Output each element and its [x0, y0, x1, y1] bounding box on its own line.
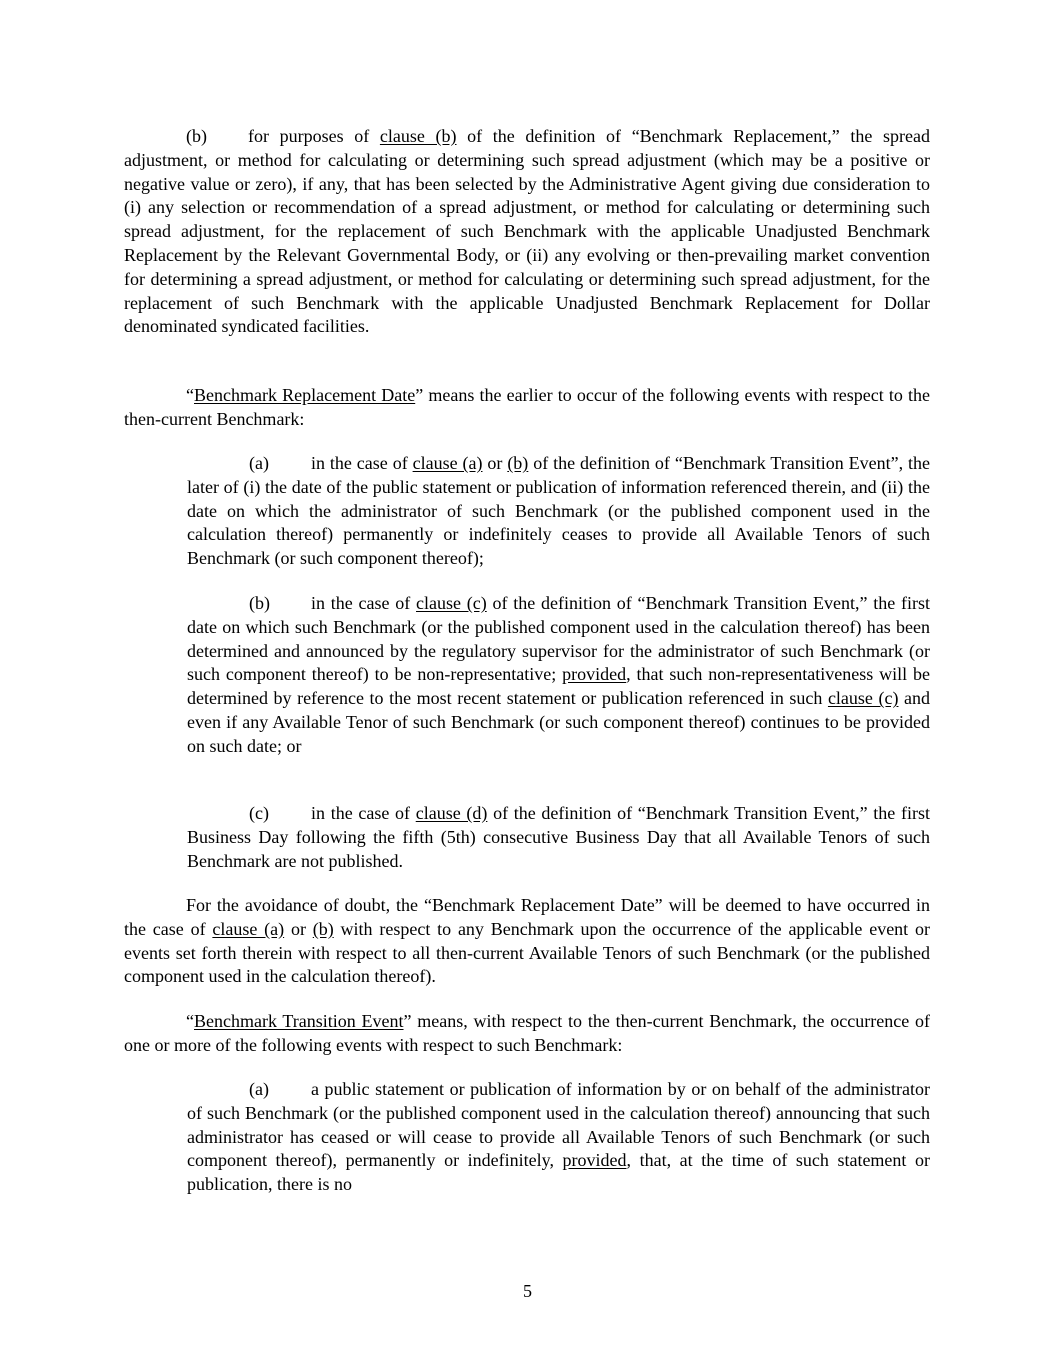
clause-label: (b)	[186, 126, 207, 146]
paragraph-text: of the definition of “Benchmark Transition Event,” the first Business Day following the fifth (5th) consecutive Business Day that all Available Tenors of such Benchmark are not published.	[187, 803, 930, 871]
paragraph-text: of the definition of “Benchmark Transition Event,” the first date on which such Benchmark (or the published component used in the calculation thereof) has been determined and announced by the regulatory supervisor for the administrator of such Benchmark (or such component thereof) to be non-representative;	[187, 593, 930, 685]
paragraph-text: of the definition of “Benchmark Transition Event”, the later of (i) the date of the public statement or publication of information referenced therein, and (ii) the date on which the administrator of such Benchmark (or the published component used in the calculation thereof) permanently or indefinitely ceases to provide all Available Tenors of such Benchmark (or such component thereof);	[187, 453, 931, 569]
provided-term: provided	[562, 664, 627, 685]
benchmark-transition-event-definition	[124, 1010, 930, 1058]
clause-reference: clause (d)	[415, 803, 488, 823]
paragraph-text: ” means the earlier to occur of the following events with respect to the then-current Benchmark:	[124, 385, 931, 429]
clause-label: (a)	[249, 1079, 269, 1099]
replacement-date-clause-c	[187, 802, 930, 873]
clause-label: (a)	[249, 453, 269, 473]
avoidance-of-doubt-paragraph	[124, 894, 930, 989]
clause-reference: clause (a)	[412, 453, 483, 473]
clause-label: (b)	[249, 593, 270, 613]
clause-reference: clause (b)	[379, 126, 457, 146]
paragraph-text: in the case of	[311, 803, 416, 823]
replacement-date-clause-a	[187, 452, 930, 571]
paragraph-text: For the avoidance of doubt, the “Benchmark Replacement Date” will be deemed to have occurred in the case of	[124, 895, 930, 939]
paragraph-text: , that such non-representativeness will be determined by reference to the most recent statement or publication referenced in such	[187, 664, 930, 709]
paragraph-text: or	[482, 453, 508, 473]
paragraph-text: ” means, with respect to the then-current Benchmark, the occurrence of one or more of the following events with respect to such Benchmark:	[124, 1011, 930, 1055]
paragraph-text: a public statement or publication of information by or on behalf of the administrator of such Benchmark (or the published component used in the calculation thereof) announcing that such administrator has ceased or will cease to provide all Available Tenors of such Benchmark (or such component thereof), permanently or indefinitely,	[187, 1079, 930, 1171]
paragraph-text: for purposes of	[248, 126, 380, 146]
benchmark-replacement-date-definition	[124, 384, 930, 432]
clause-label: (c)	[249, 803, 269, 823]
paragraph-text: with respect to any Benchmark upon the occurrence of the applicable event or events set forth therein with respect to all then-current Available Tenors of such Benchmark (or the published component used in the calculation thereof).	[124, 918, 930, 987]
paragraph-text: or	[284, 918, 313, 939]
clause-reference: clause (c)	[827, 688, 899, 709]
open-quote: “	[186, 1011, 194, 1031]
page-number: 5	[523, 1281, 532, 1301]
replacement-date-clause-b	[187, 592, 930, 759]
paragraph-text: and even if any Available Tenor of such Benchmark (or such component thereof) continues to be provided on such date; or	[187, 688, 930, 756]
clause-reference: (b)	[507, 453, 529, 473]
clause-reference: (b)	[312, 918, 334, 939]
clause-reference: clause (c)	[416, 593, 487, 613]
provided-term: provided	[562, 1150, 627, 1171]
paragraph-text: of the definition of “Benchmark Replacement,” the spread adjustment, or method for calculating or determining such spread adjustment (which may be a positive or negative value or zero), if any, that has been selected by the Administrative Agent giving due consideration to (i) any selection or recommendation of a spread adjustment, or method for calculating or determining such spread adjustment, for the replacement of such Benchmark with the applicable Unadjusted Benchmark Replacement by the Relevant Governmental Body, or (ii) any evolving or then-prevailing market convention for determining a spread adjustment, or method for calculating or determining such spread adjustment, for the replacement of such Benchmark with the applicable Unadjusted Benchmark Replacement for Dollar denominated syndicated facilities.	[124, 126, 930, 337]
transition-event-clause-a	[187, 1078, 930, 1197]
defined-term: Benchmark Transition Event	[194, 1011, 404, 1031]
spread-adjustment-paragraph	[124, 125, 930, 339]
clause-reference: clause (a)	[212, 918, 285, 939]
defined-term: Benchmark Replacement Date	[194, 385, 416, 405]
paragraph-text: in the case of	[311, 593, 417, 613]
open-quote: “	[186, 385, 194, 405]
paragraph-text: , that, at the time of such statement or publication, there is no	[187, 1150, 930, 1195]
paragraph-text: in the case of	[311, 453, 413, 473]
